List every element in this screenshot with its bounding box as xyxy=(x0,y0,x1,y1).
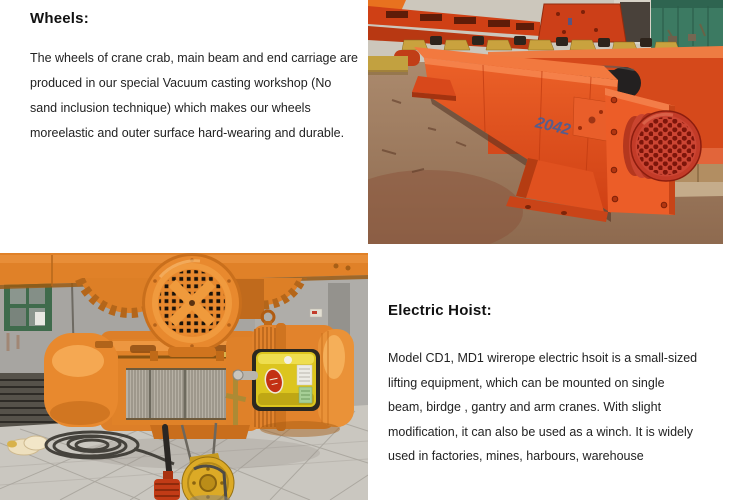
end-carriage-illustration xyxy=(368,0,723,244)
electric-hoist-body-line: beam, birdge , gantry and arm cranes. With slight xyxy=(388,400,662,415)
electric-hoist-heading: Electric Hoist: xyxy=(388,302,492,319)
white-label xyxy=(297,365,312,385)
beam-marking: 2042 xyxy=(533,114,573,139)
yellow-beam xyxy=(368,56,408,72)
wheels-body-line: produced in our special Vacuum casting workshop (No xyxy=(30,76,332,90)
wheels-body-line: sand inclusion technique) which makes our wheels xyxy=(30,101,311,115)
electric-hoist-body-line: used in factories, mines, harbours, warehouse xyxy=(388,449,644,464)
electric-hoist-body-line: modification, it can also be used as a winch. It is widely xyxy=(388,424,694,439)
rubber-buffer xyxy=(623,111,701,181)
end-carriage-photo xyxy=(368,0,723,244)
electric-hoist-body-line: Model CD1, MD1 wirerope electric hsoit is a small-sized xyxy=(388,351,698,365)
wire-rope-drum xyxy=(126,369,228,419)
hoist-body xyxy=(44,331,268,439)
wheels-section-heading xyxy=(30,10,89,27)
electric-hoist-illustration xyxy=(0,253,368,500)
wall-sign xyxy=(310,309,322,317)
yellow-beam-shadow xyxy=(368,70,408,75)
wheels-body-line: The wheels of crane crab, main beam and end carriage are xyxy=(30,51,358,65)
electric-hoist-body xyxy=(388,346,697,469)
green-label xyxy=(299,387,312,403)
yard-block xyxy=(688,34,696,41)
wheels-heading: Wheels: xyxy=(30,10,89,27)
conduit-connector xyxy=(233,370,243,380)
wheels-body xyxy=(30,46,358,146)
electric-hoist-section-heading xyxy=(388,302,492,319)
electric-hoist-body-line: lifting equipment, which can be mounted on single xyxy=(388,375,665,390)
wheels-body-line: moreelastic and outer surface hard-wearing and durable. xyxy=(30,126,345,140)
electric-hoist-photo xyxy=(0,253,368,500)
green-container xyxy=(651,0,723,48)
box-dot xyxy=(284,356,292,364)
